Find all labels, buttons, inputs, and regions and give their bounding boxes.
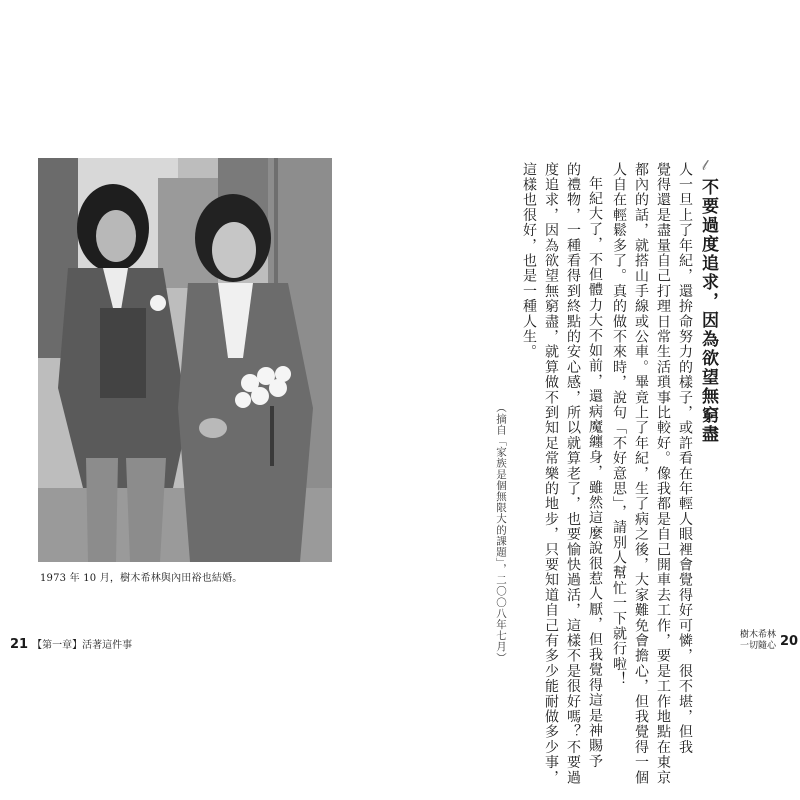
body-column-5: 年紀大了，不但體力大不如前，還病魔纏身，雖然這麼說很惹人厭，但我覺得這是神賜予: [587, 176, 603, 769]
article-heading: 不要過度追求，因為欲望無窮盡: [698, 178, 718, 444]
page-number-right: 20: [780, 633, 799, 649]
page-number-left: 21: [10, 637, 29, 652]
body-column-1: 人一旦上了年紀，還拚命努力的樣子，或許看在年輕人眼裡會覺得好可憐，很不堪，但我: [677, 162, 693, 755]
body-column-4: 人自在輕鬆多了。真的做不來時，說句「不好意思」，請別人幫忙一下就行啦！: [611, 162, 627, 687]
chapter-title: 【第一章】活著這件事: [32, 640, 133, 651]
body-column-7: 度追求，因為欲望無窮盡，就算做不到知足常樂的地步，只要知道自己有多少能耐做多少事，: [543, 162, 559, 786]
book-title-line-2: 一切隨心: [740, 641, 777, 651]
footer-left: [10, 636, 132, 652]
wedding-photo: [38, 158, 332, 562]
heading-ornament: 𝓁: [702, 158, 707, 174]
body-column-8: 這樣也很好，也是一種人生。: [521, 162, 537, 360]
body-column-3: 都內的話，就搭山手線或公車。畢竟上了年紀，生了病之後，大家難免會擔心，但我覺得一個: [633, 162, 649, 786]
body-column-2: 覺得還是盡量自己打理日常生活瑣事比較好。像我都是自己開車去工作，要是工作地點在東京: [655, 162, 671, 786]
wedding-photo-image: [38, 158, 332, 562]
source-note: （摘自「家族是個無限大的課題」，二〇〇八年七月）: [495, 402, 507, 664]
body-column-6: 的禮物，一種看得到終點的安心感，所以就算老了，也要愉快過活，這樣不是很好嗎？不要過: [565, 162, 581, 786]
photo-caption: 1973 年 10 月，樹木希林與內田裕也結婚。: [40, 573, 243, 584]
book-title: [740, 630, 776, 652]
book-title-line-1: 樹木希林: [740, 630, 777, 640]
footer-right: [740, 630, 798, 652]
